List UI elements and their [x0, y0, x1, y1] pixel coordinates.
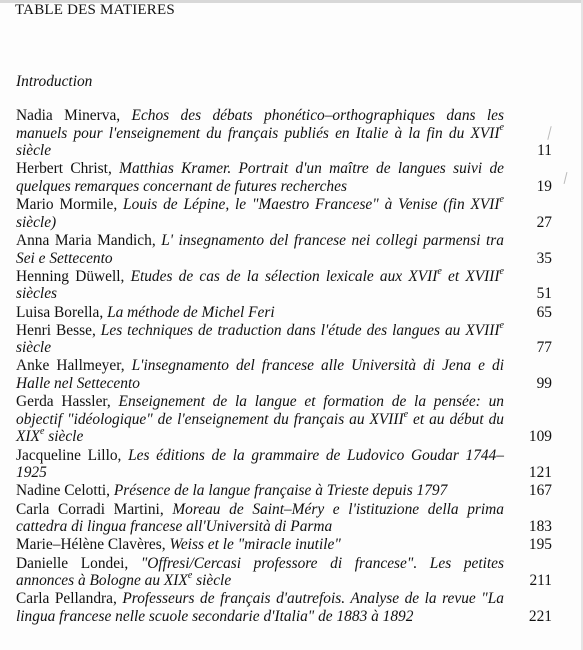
toc-entry [16, 196, 554, 231]
entry-author: Henning Düwell, [16, 267, 125, 285]
entry-superscript: e [437, 265, 442, 277]
entry-author: Nadine Celotti, [16, 482, 111, 500]
entry-page-number: 195 [528, 536, 552, 554]
entry-title: Echos des débats phonético–orthographiques dans les manuels pour l'enseignement du français publiés en Italie à la fin du XVII [16, 107, 504, 142]
table-of-contents [16, 107, 554, 626]
toc-entry-text [16, 107, 504, 160]
entry-title: Louis de Lépine, le "Maestro Francese" à Venise (fin XVII [123, 196, 500, 214]
entry-page-number: 211 [529, 572, 552, 590]
entry-page-number: 109 [528, 428, 552, 446]
entry-author: Anna Maria Mandich, [16, 231, 156, 249]
entry-superscript: e [499, 122, 504, 134]
toc-entry-text [16, 160, 504, 195]
entry-title-end: siècle [16, 142, 52, 160]
entry-author: Jacqueline Lillo, [16, 446, 122, 464]
entry-title: Etudes de cas de la sélection lexicale aux XVII [130, 267, 438, 285]
toc-entry [16, 107, 554, 160]
toc-entry [16, 357, 554, 392]
section-heading: Introduction [16, 73, 93, 90]
pencil-mark [564, 172, 568, 184]
entry-superscript: e [403, 408, 409, 420]
toc-entry-text [16, 232, 504, 267]
toc-entry [16, 393, 554, 446]
toc-entry-text [16, 357, 504, 392]
entry-title: Professeurs de français d'autrefois. Analyse de la revue "La lingua francese nelle scuole secondarie d'Italia" de 1883 à 1892 [16, 590, 504, 625]
entry-title-end: siècle [16, 339, 52, 357]
toc-entry-text [16, 319, 504, 357]
entry-author: Mario Mormile, [16, 196, 118, 214]
entry-author: Anke Hallmeyer, [16, 357, 125, 375]
toc-entry-text [16, 393, 504, 446]
toc-entry-text [16, 501, 504, 536]
entry-page-number: 221 [528, 607, 552, 625]
toc-entry [16, 265, 554, 303]
entry-superscript: e [499, 319, 504, 331]
toc-entry [16, 555, 554, 590]
toc-entry [16, 536, 554, 554]
toc-entry [16, 590, 554, 625]
entry-page-number: 27 [536, 213, 552, 231]
entry-title: L' insegnamento del francese nei collegi parmensi tra Sei e Settecento [16, 231, 504, 267]
entry-author: Henri Besse, [16, 321, 96, 339]
entry-superscript: e [39, 426, 45, 438]
entry-title-end: siècle [44, 428, 84, 446]
entry-author: Danielle Londei, [16, 554, 129, 572]
entry-page-number: 183 [528, 518, 552, 536]
toc-entry-text [16, 304, 504, 322]
entry-superscript: e [499, 265, 504, 277]
entry-page-number: 65 [536, 303, 552, 321]
entry-title: L'insegnamento del francese alle Università di Jena e di Halle nel Settecento [16, 357, 504, 393]
toc-entry-text [16, 482, 504, 500]
toc-entry-text [16, 447, 504, 482]
toc-entry [16, 304, 554, 322]
toc-entry [16, 319, 554, 357]
page-title: TABLE DES MATIERES [15, 2, 175, 18]
toc-entry-text [16, 196, 504, 231]
entry-author: Nadia Minerva, [16, 107, 121, 124]
entry-title: Matthias Kramer. Portrait d'un maître de langues suivi de quelques remarques concernant de futures recherches [16, 160, 504, 195]
entry-title-end: siècle) [16, 213, 57, 231]
entry-title-end: siècles [16, 285, 58, 303]
toc-entry [16, 482, 554, 500]
toc-entry [16, 160, 554, 195]
toc-entry-text [16, 590, 504, 625]
entry-page-number: 19 [536, 177, 552, 195]
entry-title: Présence de la langue française à Trieste depuis 1797 [113, 482, 448, 500]
entry-page-number: 99 [536, 375, 552, 393]
entry-title: Weiss et le "miracle inutile" [169, 536, 341, 554]
entry-author: Carla Pellandra, [16, 590, 117, 608]
entry-title: "Offresi/Cercasi professore di francese". Les petites annonces à Bologne au XIX [16, 554, 504, 590]
toc-entry-text [16, 555, 504, 590]
entry-author: Herbert Christ, [16, 160, 112, 178]
toc-entry [16, 232, 554, 267]
entry-title: Les techniques de traduction dans l'étude des langues au XVIII [100, 321, 500, 339]
entry-page-number: 77 [536, 339, 552, 357]
entry-title: Les éditions de la grammaire de Ludovico Goudar 1744–1925 [16, 446, 504, 482]
entry-author: Carla Corradi Martini, [16, 500, 164, 518]
toc-entry [16, 447, 554, 482]
entry-page-number: 121 [528, 464, 552, 482]
entry-page-number: 11 [537, 142, 552, 160]
entry-title: Enseignement de la langue et formation de la pensée: un objectif "idéologique" de l'enseignement du français au XVIII [16, 393, 504, 428]
entry-title: Moreau de Saint–Méry e l'istituzione della prima cattedra di lingua francese all'Università di Parma [16, 500, 504, 536]
entry-title: La méthode de Michel Feri [107, 303, 275, 321]
entry-page-number: 51 [536, 285, 552, 303]
entry-page-number: 167 [528, 482, 552, 500]
toc-entry-text [16, 536, 504, 554]
entry-author: Gerda Hassler, [16, 393, 111, 411]
toc-entry [16, 501, 554, 536]
toc-entry-text [16, 265, 504, 303]
entry-superscript: e [499, 194, 504, 206]
entry-superscript: e [187, 570, 193, 582]
entry-title-end: siècle [192, 572, 232, 590]
entry-title-continued: et au début du XIX [16, 410, 504, 446]
entry-page-number: 35 [536, 249, 552, 267]
entry-author: Luisa Borella, [16, 303, 104, 321]
entry-author: Marie–Hélène Clavères, [16, 536, 166, 554]
entry-title-continued: et XVIII [441, 267, 500, 285]
